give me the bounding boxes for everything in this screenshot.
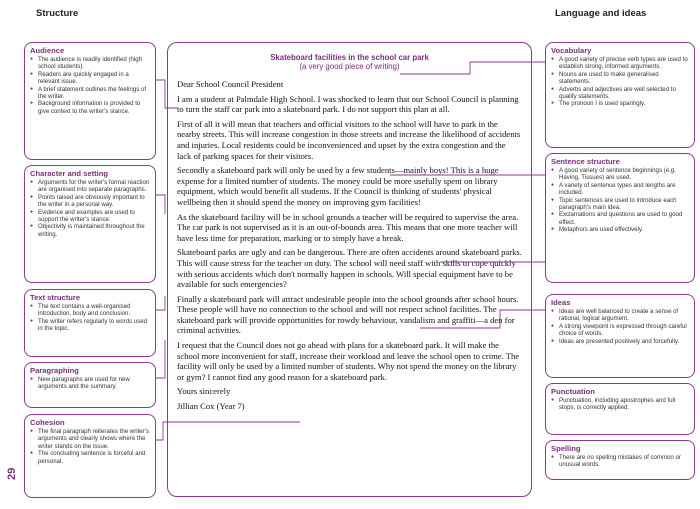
connector-line — [156, 296, 165, 310]
sentence-structure-item: ● A variety of sentence types and lengths are included. — [559, 182, 689, 197]
ideas-title: Ideas — [551, 298, 571, 307]
character-setting-box — [24, 165, 156, 283]
connector-line — [156, 340, 165, 378]
vocabulary-item: ● The pronoun I is used sparingly. — [559, 100, 689, 107]
page-number: 29 — [6, 467, 18, 480]
sentence-structure-item: ● A good variety of sentence beginnings (e.g. Having, Tissues) are used. — [559, 167, 689, 182]
letter-closing: Yours sincerely — [177, 386, 231, 397]
sentence-structure-item: ● Exclamations and questions are used to good effect. — [559, 211, 689, 226]
letter-signature: Jillian Cox (Year 7) — [177, 401, 245, 412]
letter-paragraph: Secondly a skateboard park will only be used by a few students—mainly boys! This is a huge expense for a limited number of students. The money could be more usefully spent on library equipment, which would benefit all students. If the Council is thinking of students' physical wellbeing then it should spend the money on improving gym facilities! — [177, 165, 499, 207]
cohesion-item: ● The final paragraph reiterates the writer's arguments and clearly shows where the writer stands on the issue. — [38, 428, 150, 450]
paragraphing-item: ● New paragraphs are used for new arguments and the summary. — [38, 376, 150, 391]
cohesion-box — [24, 414, 156, 498]
vocabulary-box — [545, 42, 695, 148]
spelling-item: ● There are no spelling mistakes of common or unusual words. — [559, 454, 689, 469]
structure-heading: Structure — [36, 8, 79, 19]
character-setting-item: ● Evidence and examples are used to support the writer's stance. — [38, 209, 150, 224]
letter-paragraph: Skateboard parks are ugly and can be dangerous. There are often accidents around skateboard parks. This will cause stress for the teacher on duty. The school will need staff with skills to cope quickly with serious accidents which don't normally happen in schools. Will special equipment have to be available for such emergencies? — [177, 247, 522, 290]
sentence-structure-title: Sentence structure — [551, 157, 620, 166]
ideas-item: ● A strong viewpoint is expressed through careful choice of words. — [559, 323, 689, 338]
letter-paragraph: I am a student at Palmdale High School. I was shocked to learn that our School Council is planning to turn the staff car park into a skateboard park. I do not support this plan at all. — [177, 93, 519, 115]
character-setting-item: ● Arguments for the writer's formal reaction are organised into separate paragraphs. — [38, 179, 150, 194]
connector-line — [156, 195, 165, 214]
punctuation-item: ● Punctuation, including apostrophes and full stops, is correctly applied. — [559, 397, 689, 412]
paragraphing-title: Paragraphing — [30, 366, 79, 375]
spelling-title: Spelling — [551, 444, 581, 453]
letter-paragraph: I request that the Council does not go ahead with plans for a skateboard park. It will make the school more inconvenient for staff, increase their workload and leave the school open to crime. The facility will only be used by a limited number of students. Why not spend the money on the library or gym? I cannot find any good reason for a skateboard park. — [177, 340, 520, 382]
sentence-structure-box — [545, 153, 695, 283]
paragraphing-box — [24, 362, 156, 408]
letter-title: Skateboard facilities in the school car park — [270, 53, 429, 62]
audience-item: ● Readers are quickly engaged in a relevant issue. — [38, 71, 150, 86]
cohesion-title: Cohesion — [30, 418, 65, 427]
audience-item: ● The audience is readily identified (high school students). — [38, 56, 150, 71]
letter-salutation: Dear School Council President — [177, 79, 284, 89]
sample-letter — [167, 42, 532, 497]
language-ideas-heading: Language and ideas — [555, 8, 647, 19]
letter-subtitle: (a very good piece of writing) — [299, 62, 400, 71]
letter-paragraph: Finally a skateboard park will attract undesirable people into the school grounds after school hours. These people will have no connection to the school and will not respect school facilities. The skateboard park will provide opportunities for rowdy behaviour, vandalism and graffiti—a den for criminal activities. — [177, 293, 519, 336]
sentence-structure-item: ● Topic sentences are used to introduce each paragraph's main idea. — [559, 197, 689, 212]
text-structure-item: ● The text contains a well-organised introduction, body and conclusion. — [38, 303, 150, 318]
sentence-structure-item: ● Metaphors are used effectively. — [559, 226, 689, 233]
character-setting-title: Character and setting — [30, 169, 109, 178]
text-structure-item: ● The writer refers regularly to words used in the topic. — [38, 318, 150, 333]
text-structure-title: Text structure — [30, 293, 81, 302]
letter-paragraph: First of all it will mean that teachers and official visitors to the school will have to park in the nearby streets. This will increase congestion in those streets and increase the likelihood of accidents and injuries. Local residents could be inconvenienced and upset by the extra congestion and the lack of parking spaces for their visitors. — [177, 118, 521, 161]
audience-title: Audience — [30, 46, 65, 55]
audience-item: ● Background information is provided to give context to the writer's stance. — [38, 100, 150, 115]
vocabulary-item: ● Adverbs and adjectives are well selected to qualify statements. — [559, 86, 689, 101]
letter-paragraph: As the skateboard facility will be in school grounds a teacher will be required to supervise the area. The car park is not supervised as it is an out-of-bounds area. This means that one more teacher will have less time for preparation, marking or to simply have a break. — [177, 211, 519, 243]
punctuation-title: Punctuation — [551, 387, 595, 396]
spelling-box — [545, 440, 695, 480]
vocabulary-item: ● A good variety of precise verb types are used to establish strong, informed arguments. — [559, 56, 689, 71]
ideas-item: ● Ideas are well balanced to create a sense of rational, logical argument. — [559, 308, 689, 323]
vocabulary-item: ● Nouns are used to make generalised statements. — [559, 71, 689, 86]
punctuation-box — [545, 383, 695, 435]
ideas-item: ● Ideas are presented positively and forcefully. — [559, 338, 689, 345]
ideas-box — [545, 294, 695, 378]
character-setting-item: ● Objectivity is maintained throughout the writing. — [38, 223, 150, 238]
audience-item: ● A brief statement outlines the feelings of the writer. — [38, 86, 150, 101]
text-structure-box — [24, 289, 156, 357]
cohesion-item: ● The concluding sentence is forceful and personal. — [38, 450, 150, 465]
vocabulary-title: Vocabulary — [551, 46, 592, 55]
character-setting-item: ● Points raised are obviously important to the writer in a personal way. — [38, 194, 150, 209]
audience-box — [24, 42, 156, 160]
